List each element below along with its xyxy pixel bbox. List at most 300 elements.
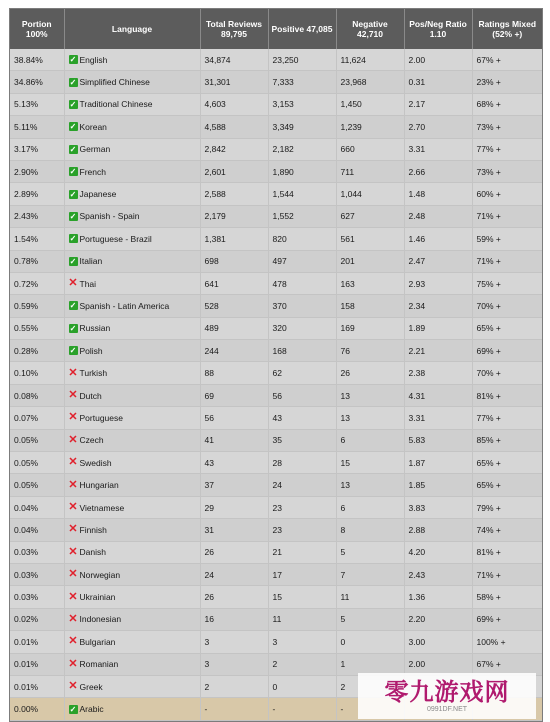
language-label [69, 435, 200, 445]
total-reviews-cell: 31 [200, 519, 268, 541]
positive-cell: 3,153 [268, 93, 336, 115]
check-icon: ✓ [69, 301, 77, 311]
total-reviews-cell: 3 [200, 631, 268, 653]
portion-cell: 5.13% [10, 93, 64, 115]
portion-cell: 2.90% [10, 160, 64, 182]
total-reviews-cell: 3 [200, 653, 268, 675]
positive-cell: 2 [268, 653, 336, 675]
ratio-cell: 4.31 [404, 384, 472, 406]
rating-cell: 81% + [472, 384, 542, 406]
table-row [10, 49, 542, 71]
table-row [10, 340, 542, 362]
negative-cell: 15 [336, 452, 404, 474]
total-reviews-cell: 56 [200, 407, 268, 429]
watermark-url: 0991DF.NET [426, 705, 468, 713]
language-cell [64, 384, 200, 406]
rating-cell: 65% + [472, 452, 542, 474]
language-label [69, 682, 200, 692]
ratio-cell: 1.48 [404, 183, 472, 205]
negative-cell: 23,968 [336, 71, 404, 93]
total-reviews-cell: 31,301 [200, 71, 268, 93]
positive-cell: 320 [268, 317, 336, 339]
total-reviews-cell: 29 [200, 496, 268, 518]
ratio-cell: 2.21 [404, 340, 472, 362]
watermark [358, 673, 536, 719]
language-label [69, 256, 200, 266]
column-header-language[interactable]: Language [64, 9, 200, 49]
x-icon: ✕ [68, 456, 78, 469]
language-name: Japanese [79, 189, 117, 200]
ratio-cell: 2.66 [404, 160, 472, 182]
table-row [10, 71, 542, 93]
language-cell [64, 586, 200, 608]
portion-cell: 0.03% [10, 563, 64, 585]
negative-cell: 11,624 [336, 49, 404, 71]
ratio-cell: 2.47 [404, 250, 472, 272]
language-name: Thai [79, 278, 97, 289]
language-name: Spanish - Spain [79, 211, 140, 222]
language-cell [64, 317, 200, 339]
ratio-cell: 2.70 [404, 116, 472, 138]
total-reviews-cell: 2,601 [200, 160, 268, 182]
portion-cell: 0.01% [10, 631, 64, 653]
ratio-cell: 3.31 [404, 138, 472, 160]
rating-cell: 69% + [472, 340, 542, 362]
language-cell [64, 541, 200, 563]
x-icon: ✕ [68, 433, 78, 446]
column-header-total-reviews[interactable]: Total Reviews 89,795 [200, 9, 268, 49]
language-name: Ukrainian [79, 592, 116, 603]
language-cell [64, 250, 200, 272]
total-reviews-cell: 698 [200, 250, 268, 272]
ratio-cell: 2.38 [404, 362, 472, 384]
total-reviews-cell: 37 [200, 474, 268, 496]
language-label [69, 211, 200, 221]
total-reviews-cell: 26 [200, 586, 268, 608]
portion-cell: 0.08% [10, 384, 64, 406]
language-name: Bulgarian [79, 636, 116, 647]
check-icon: ✓ [69, 144, 77, 154]
negative-cell: 1,044 [336, 183, 404, 205]
language-reviews-table [10, 9, 542, 721]
portion-cell: 0.05% [10, 429, 64, 451]
check-icon: ✓ [69, 55, 77, 65]
language-name: Italian [79, 256, 103, 267]
total-reviews-cell: 4,603 [200, 93, 268, 115]
language-cell [64, 160, 200, 182]
total-reviews-cell: 2,588 [200, 183, 268, 205]
positive-cell: 11 [268, 608, 336, 630]
language-reviews-table-container [9, 8, 543, 722]
language-cell [64, 272, 200, 294]
portion-cell: 0.10% [10, 362, 64, 384]
language-label [69, 144, 200, 154]
ratio-cell: 2.93 [404, 272, 472, 294]
total-reviews-cell: 641 [200, 272, 268, 294]
language-name: Czech [79, 435, 104, 446]
language-name: Danish [79, 547, 106, 558]
language-cell [64, 474, 200, 496]
language-label [69, 480, 200, 490]
rating-cell: 100% + [472, 631, 542, 653]
ratio-cell: 5.83 [404, 429, 472, 451]
negative-cell: 627 [336, 205, 404, 227]
positive-cell: 3,349 [268, 116, 336, 138]
language-label [69, 391, 200, 401]
language-label [69, 279, 200, 289]
column-header-portion[interactable]: Portion 100% [10, 9, 64, 49]
table-row [10, 541, 542, 563]
total-reviews-cell: 43 [200, 452, 268, 474]
language-cell [64, 340, 200, 362]
negative-cell: 5 [336, 608, 404, 630]
language-name: Hungarian [79, 480, 119, 491]
positive-cell: 478 [268, 272, 336, 294]
rating-cell: 73% + [472, 116, 542, 138]
language-name: Portuguese [79, 412, 123, 423]
x-icon: ✕ [68, 657, 78, 670]
rating-cell: 85% + [472, 429, 542, 451]
negative-cell: 13 [336, 384, 404, 406]
ratio-cell: 2.00 [404, 49, 472, 71]
column-header-ratio[interactable]: Pos/Neg Ratio 1.10 [404, 9, 472, 49]
portion-cell: 1.54% [10, 228, 64, 250]
total-reviews-cell: 34,874 [200, 49, 268, 71]
rating-cell: 69% + [472, 608, 542, 630]
language-cell [64, 653, 200, 675]
table-row [10, 205, 542, 227]
table-row [10, 250, 542, 272]
language-name: Finnish [79, 524, 107, 535]
language-cell [64, 452, 200, 474]
language-name: Polish [79, 345, 103, 356]
total-reviews-cell: 41 [200, 429, 268, 451]
positive-cell: 7,333 [268, 71, 336, 93]
ratio-cell: 2.17 [404, 93, 472, 115]
table-row [10, 93, 542, 115]
positive-cell: 23,250 [268, 49, 336, 71]
table-header-row [10, 9, 542, 49]
total-reviews-cell: 1,381 [200, 228, 268, 250]
ratio-cell: 1.89 [404, 317, 472, 339]
negative-cell: 1,450 [336, 93, 404, 115]
portion-cell: 2.43% [10, 205, 64, 227]
x-icon: ✕ [68, 501, 78, 513]
language-cell [64, 563, 200, 585]
language-name: Korean [79, 121, 107, 132]
language-label [69, 77, 200, 87]
language-cell [64, 608, 200, 630]
total-reviews-cell: 69 [200, 384, 268, 406]
positive-cell: - [268, 698, 336, 720]
ratio-cell: 1.87 [404, 452, 472, 474]
negative-cell: - [336, 698, 404, 720]
language-name: French [79, 166, 106, 177]
column-header-negative[interactable]: Negative 42,710 [336, 9, 404, 49]
total-reviews-cell: 528 [200, 295, 268, 317]
total-reviews-cell: 24 [200, 563, 268, 585]
language-name: Spanish - Latin America [79, 300, 170, 311]
language-name: Simplified Chinese [79, 77, 150, 88]
negative-cell: 13 [336, 407, 404, 429]
ratio-cell: 1.36 [404, 586, 472, 608]
language-name: German [79, 144, 111, 155]
language-label [69, 570, 200, 580]
language-name: Traditional Chinese [79, 99, 153, 110]
rating-cell: 70% + [472, 295, 542, 317]
language-label [69, 614, 200, 624]
language-cell [64, 429, 200, 451]
language-name: English [79, 54, 108, 65]
ratio-cell: 3.31 [404, 407, 472, 429]
language-label [69, 346, 200, 356]
negative-cell: 1,239 [336, 116, 404, 138]
column-header-ratings[interactable]: Ratings Mixed (52% +) [472, 9, 542, 49]
table-row [10, 519, 542, 541]
language-name: Swedish [79, 457, 112, 468]
ratio-cell: 3.83 [404, 496, 472, 518]
rating-cell: 74% + [472, 519, 542, 541]
language-cell [64, 49, 200, 71]
language-cell [64, 138, 200, 160]
table-row [10, 496, 542, 518]
portion-cell: 0.02% [10, 608, 64, 630]
language-cell [64, 631, 200, 653]
check-icon: ✓ [69, 704, 77, 714]
language-cell [64, 698, 200, 720]
portion-cell: 0.01% [10, 675, 64, 697]
language-label [69, 189, 200, 199]
portion-cell: 0.05% [10, 452, 64, 474]
x-icon: ✕ [68, 568, 78, 581]
language-cell [64, 407, 200, 429]
positive-cell: 370 [268, 295, 336, 317]
table-row [10, 452, 542, 474]
portion-cell: 0.03% [10, 541, 64, 563]
portion-cell: 0.05% [10, 474, 64, 496]
total-reviews-cell: 2,179 [200, 205, 268, 227]
negative-cell: 76 [336, 340, 404, 362]
language-label [69, 413, 200, 423]
negative-cell: 2 [336, 675, 404, 697]
rating-cell: 65% + [472, 474, 542, 496]
portion-cell: 0.55% [10, 317, 64, 339]
language-label [69, 122, 200, 132]
total-reviews-cell: 16 [200, 608, 268, 630]
language-cell [64, 116, 200, 138]
negative-cell: 6 [336, 429, 404, 451]
positive-cell: 15 [268, 586, 336, 608]
table-row [10, 160, 542, 182]
x-icon: ✕ [68, 478, 78, 491]
table-row [10, 586, 542, 608]
negative-cell: 13 [336, 474, 404, 496]
language-name: Dutch [79, 390, 102, 401]
portion-cell: 0.07% [10, 407, 64, 429]
positive-cell: 23 [268, 519, 336, 541]
language-label [69, 637, 200, 647]
rating-cell: 68% + [472, 93, 542, 115]
ratio-cell: 1.85 [404, 474, 472, 496]
rating-cell: 79% + [472, 496, 542, 518]
language-label [69, 458, 200, 468]
language-cell [64, 362, 200, 384]
language-cell [64, 205, 200, 227]
rating-cell: 71% + [472, 563, 542, 585]
table-row [10, 384, 542, 406]
total-reviews-cell: 26 [200, 541, 268, 563]
ratio-cell: 0.31 [404, 71, 472, 93]
total-reviews-cell: 88 [200, 362, 268, 384]
positive-cell: 28 [268, 452, 336, 474]
ratio-cell: 2.43 [404, 563, 472, 585]
positive-cell: 2,182 [268, 138, 336, 160]
ratio-cell: 2.00 [404, 653, 472, 675]
negative-cell: 561 [336, 228, 404, 250]
check-icon: ✓ [69, 189, 77, 199]
language-cell [64, 675, 200, 697]
table-row [10, 407, 542, 429]
language-cell [64, 183, 200, 205]
portion-cell: 5.11% [10, 116, 64, 138]
rating-cell: 81% + [472, 541, 542, 563]
negative-cell: 201 [336, 250, 404, 272]
positive-cell: 1,544 [268, 183, 336, 205]
positive-cell: 3 [268, 631, 336, 653]
portion-cell: 0.59% [10, 295, 64, 317]
language-name: Indonesian [79, 614, 122, 625]
positive-cell: 168 [268, 340, 336, 362]
negative-cell: 163 [336, 272, 404, 294]
language-label [69, 704, 200, 714]
x-icon: ✕ [68, 523, 78, 536]
total-reviews-cell: 244 [200, 340, 268, 362]
language-name: Portuguese - Brazil [79, 233, 152, 244]
total-reviews-cell: 2,842 [200, 138, 268, 160]
check-icon: ✓ [69, 346, 77, 356]
language-cell [64, 519, 200, 541]
language-cell [64, 71, 200, 93]
positive-cell: 35 [268, 429, 336, 451]
positive-cell: 56 [268, 384, 336, 406]
negative-cell: 7 [336, 563, 404, 585]
language-label [69, 234, 200, 244]
language-name: Turkish [79, 368, 108, 379]
language-name: Russian [79, 323, 111, 334]
language-label [69, 547, 200, 557]
ratio-cell: 2.88 [404, 519, 472, 541]
language-name: Vietnamese [79, 502, 125, 513]
language-label [69, 99, 200, 109]
watermark-title: 零九游戏网 [384, 677, 510, 706]
language-label [69, 55, 200, 65]
total-reviews-cell: 4,588 [200, 116, 268, 138]
language-label [69, 592, 200, 602]
table-row [10, 138, 542, 160]
x-icon: ✕ [68, 545, 78, 558]
rating-cell: 71% + [472, 250, 542, 272]
language-name: Arabic [79, 704, 104, 715]
check-icon: ✓ [69, 122, 77, 132]
ratio-cell: 2.34 [404, 295, 472, 317]
positive-cell: 17 [268, 563, 336, 585]
language-label [69, 659, 200, 669]
table-row [10, 631, 542, 653]
portion-cell: 0.72% [10, 272, 64, 294]
rating-cell: 67% + [472, 653, 542, 675]
portion-cell: 0.04% [10, 519, 64, 541]
x-icon: ✕ [68, 389, 78, 402]
check-icon: ✓ [69, 211, 77, 221]
rating-cell: 75% + [472, 272, 542, 294]
rating-cell: 60% + [472, 183, 542, 205]
check-icon: ✓ [69, 77, 77, 87]
rating-cell: 59% + [472, 228, 542, 250]
x-icon: ✕ [68, 366, 78, 379]
language-name: Norwegian [79, 569, 121, 580]
table-row [10, 183, 542, 205]
table-row [10, 362, 542, 384]
portion-cell: 0.04% [10, 496, 64, 518]
language-label [69, 503, 200, 513]
positive-cell: 497 [268, 250, 336, 272]
check-icon: ✓ [69, 323, 77, 333]
negative-cell: 158 [336, 295, 404, 317]
table-row [10, 563, 542, 585]
rating-cell: 73% + [472, 160, 542, 182]
language-label [69, 167, 200, 177]
negative-cell: 6 [336, 496, 404, 518]
language-cell [64, 228, 200, 250]
negative-cell: 711 [336, 160, 404, 182]
total-reviews-cell: - [200, 698, 268, 720]
positive-cell: 24 [268, 474, 336, 496]
ratio-cell: 2.48 [404, 205, 472, 227]
portion-cell: 38.84% [10, 49, 64, 71]
language-cell [64, 295, 200, 317]
portion-cell: 0.01% [10, 653, 64, 675]
portion-cell: 0.78% [10, 250, 64, 272]
table-row [10, 608, 542, 630]
portion-cell: 3.17% [10, 138, 64, 160]
portion-cell: 2.89% [10, 183, 64, 205]
positive-cell: 62 [268, 362, 336, 384]
positive-cell: 0 [268, 675, 336, 697]
rating-cell: 23% + [472, 71, 542, 93]
portion-cell: 0.00% [10, 698, 64, 720]
ratio-cell: 4.20 [404, 541, 472, 563]
positive-cell: 1,552 [268, 205, 336, 227]
negative-cell: 11 [336, 586, 404, 608]
portion-cell: 34.86% [10, 71, 64, 93]
x-icon: ✕ [68, 411, 78, 424]
language-cell [64, 93, 200, 115]
positive-cell: 1,890 [268, 160, 336, 182]
column-header-positive[interactable]: Positive 47,085 [268, 9, 336, 49]
positive-cell: 23 [268, 496, 336, 518]
table-row [10, 474, 542, 496]
portion-cell: 0.03% [10, 586, 64, 608]
x-icon: ✕ [68, 590, 78, 603]
language-name: Romanian [79, 659, 119, 670]
positive-cell: 820 [268, 228, 336, 250]
language-label [69, 301, 200, 311]
table-row [10, 429, 542, 451]
total-reviews-cell: 2 [200, 675, 268, 697]
positive-cell: 43 [268, 407, 336, 429]
negative-cell: 1 [336, 653, 404, 675]
negative-cell: 5 [336, 541, 404, 563]
